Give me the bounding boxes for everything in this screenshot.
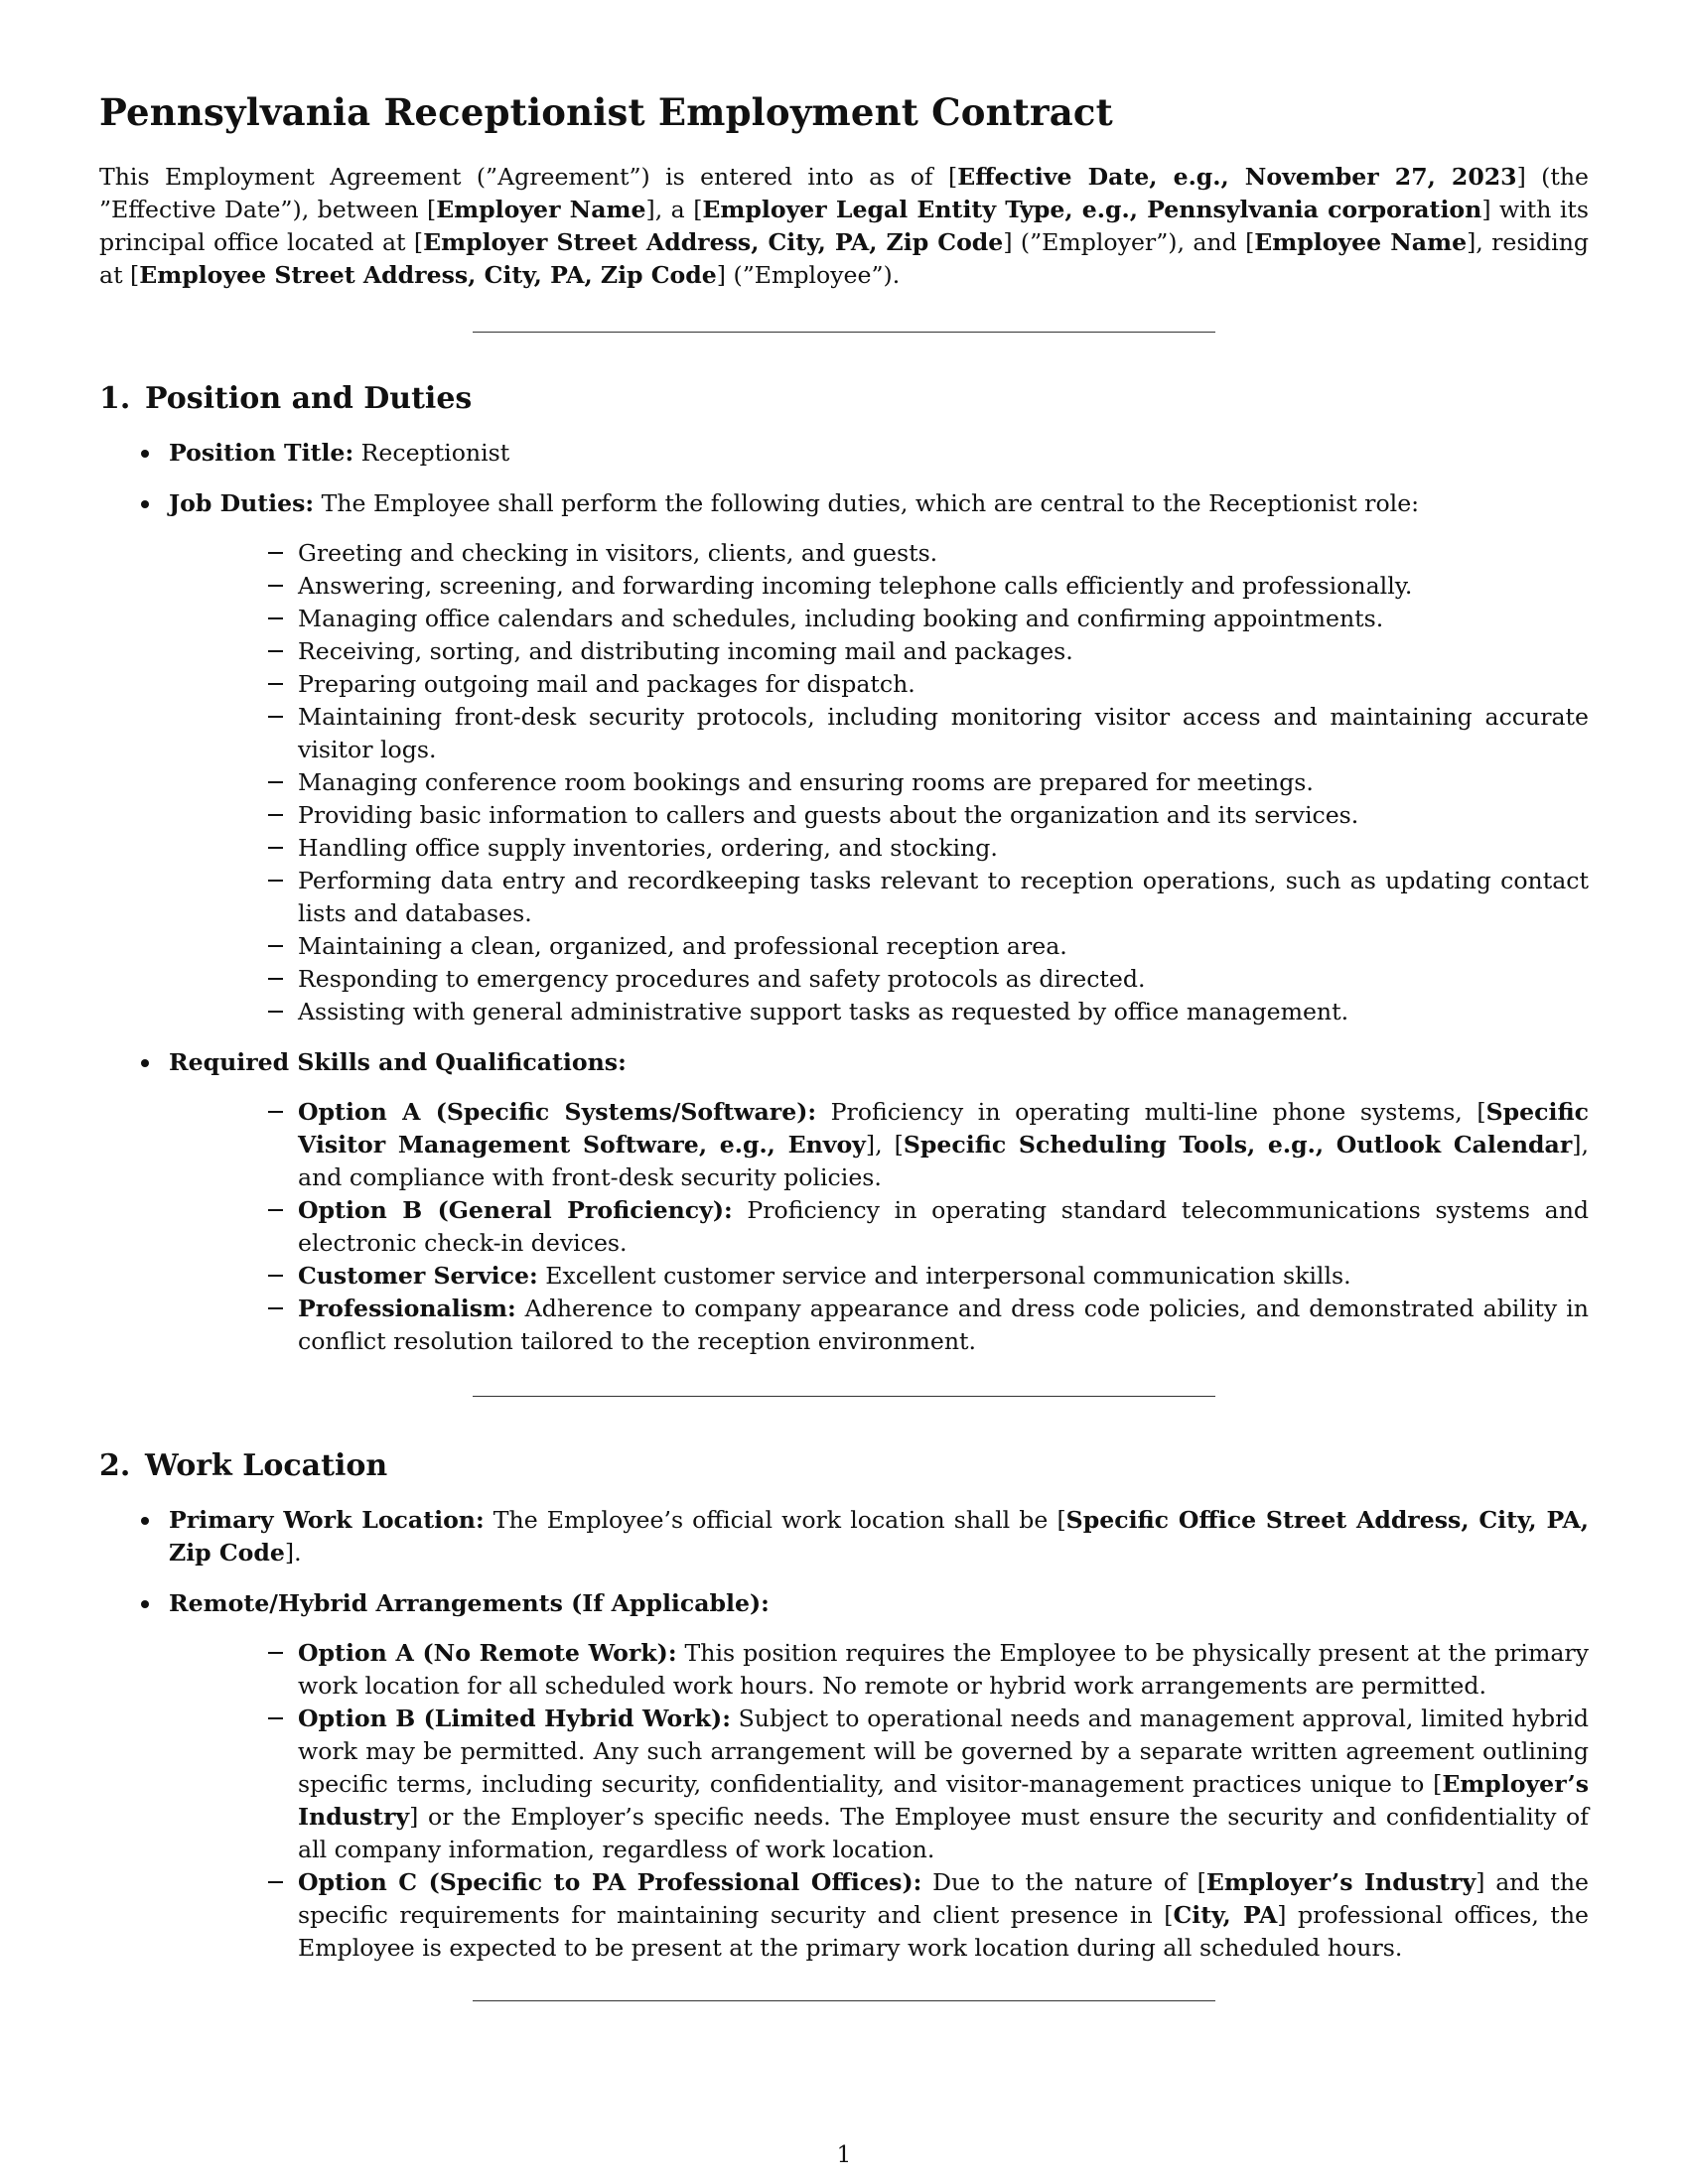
dash-icon <box>268 1881 283 1883</box>
duty-item <box>169 865 1589 930</box>
intro-text: ], a [ <box>645 196 703 223</box>
section-1-list <box>99 437 1589 1358</box>
duty-item <box>169 832 1589 865</box>
duty-text: Managing conference room bookings and ensuring rooms are prepared for meetings. <box>298 768 1314 796</box>
dash-icon <box>268 683 283 685</box>
item-text: Subject to operational needs and management approval, limited hybrid work may be permitted. Any such arrangement will be governed by a separate written agreement outlining specific terms, including security, confidentiality, and visitor-management practices unique to [ <box>298 1705 1589 1798</box>
item-text: This position requires the Employee to be physically present at the primary work location for all scheduled work hours. No remote or hybrid work arrangements are permitted. <box>298 1639 1589 1700</box>
duty-item <box>169 701 1589 766</box>
dash-icon <box>268 1275 283 1277</box>
duty-text: Managing office calendars and schedules, including booking and confirming appointments. <box>298 605 1384 632</box>
dash-icon <box>268 978 283 980</box>
bullet-icon <box>141 500 149 508</box>
document-title: Pennsylvania Receptionist Employment Contract <box>99 90 1113 134</box>
duty-item <box>169 766 1589 799</box>
dash-icon <box>268 1652 283 1654</box>
remote-sublist <box>169 1637 1589 1965</box>
duty-text: Assisting with general administrative support tasks as requested by office management. <box>298 998 1349 1025</box>
page-number: 1 <box>836 2142 852 2168</box>
duty-text: Receiving, sorting, and distributing incoming mail and packages. <box>298 637 1073 665</box>
list-item-remote-hybrid <box>99 1587 1589 1965</box>
dash-icon <box>268 847 283 849</box>
item-text: Excellent customer service and interpersonal communication skills. <box>537 1262 1351 1290</box>
bullet-icon <box>141 1600 149 1608</box>
intro-text: ] (”Employer”), and [ <box>1003 228 1255 256</box>
dash-icon <box>268 880 283 882</box>
placeholder-office-address: Specific Office Street Address, City, PA, Zip Code <box>169 1506 1589 1567</box>
item-label: Customer Service: <box>298 1262 538 1290</box>
section-title: Position and Duties <box>145 381 473 416</box>
item-text: Adherence to company appearance and dress code policies, and demonstrated ability in conflict resolution tailored to the reception environment. <box>298 1295 1589 1355</box>
dash-icon <box>268 716 283 718</box>
duty-item <box>169 635 1589 668</box>
intro-text: ], residing at [ <box>99 228 1589 289</box>
placeholder-employer-industry: Employer’s Industry <box>1205 1868 1477 1896</box>
skill-option-b <box>169 1194 1589 1260</box>
list-item-job-duties <box>99 487 1589 1028</box>
placeholder-visitor-software: Specific Visitor Management Software, e.g., Envoy <box>298 1098 1589 1159</box>
section-title: Work Location <box>145 1448 388 1483</box>
bullet-icon <box>141 1517 149 1525</box>
horizontal-rule <box>473 2000 1215 2001</box>
horizontal-rule <box>473 332 1215 333</box>
item-text: ] or the Employer’s specific needs. The Employee must ensure the security and confidentiality of all company information, regardless of work location. <box>298 1803 1589 1863</box>
duty-text: Responding to emergency procedures and safety protocols as directed. <box>298 965 1146 993</box>
placeholder-city: City, PA <box>1173 1901 1278 1929</box>
remote-option-c <box>169 1866 1589 1965</box>
intro-text: This Employment Agreement (”Agreement”) is entered into as of [ <box>99 163 958 191</box>
duty-item <box>169 603 1589 635</box>
item-text: ]. <box>284 1539 302 1567</box>
duty-text: Handling office supply inventories, ordering, and stocking. <box>298 834 998 862</box>
placeholder-effective-date: Effective Date, e.g., November 27, 2023 <box>957 163 1517 191</box>
item-label: Option A (No Remote Work): <box>298 1639 677 1667</box>
item-label: Professionalism: <box>298 1295 516 1322</box>
placeholder-employer-address: Employer Street Address, City, PA, Zip Code <box>423 228 1004 256</box>
dash-icon <box>268 650 283 652</box>
section-number: 1. <box>99 381 131 416</box>
remote-option-a <box>169 1637 1589 1703</box>
placeholder-entity-type: Employer Legal Entity Type, e.g., Pennsylvania corporation <box>702 196 1482 223</box>
intro-paragraph <box>99 161 1589 292</box>
duty-text: Maintaining front-desk security protocols, including monitoring visitor access and maintaining accurate visitor logs. <box>298 703 1589 763</box>
duty-text: Preparing outgoing mail and packages for dispatch. <box>298 670 915 698</box>
duty-item <box>169 570 1589 603</box>
dash-icon <box>268 552 283 554</box>
skill-customer-service <box>169 1260 1589 1293</box>
dash-icon <box>268 585 283 587</box>
item-text: The Employee’s official work location shall be [ <box>484 1506 1066 1534</box>
duty-text: Providing basic information to callers and guests about the organization and its services. <box>298 801 1359 829</box>
duty-item <box>169 668 1589 701</box>
placeholder-employee-name: Employee Name <box>1254 228 1468 256</box>
duty-text: Maintaining a clean, organized, and professional reception area. <box>298 932 1067 960</box>
duty-text: Answering, screening, and forwarding incoming telephone calls efficiently and professionally. <box>298 572 1413 600</box>
list-item-position-title <box>99 437 1589 470</box>
skill-professionalism <box>169 1293 1589 1358</box>
item-label: Option B (Limited Hybrid Work): <box>298 1705 731 1732</box>
duty-item <box>169 799 1589 832</box>
intro-text: ] with its principal office located at [ <box>99 196 1589 256</box>
placeholder-employee-address: Employee Street Address, City, PA, Zip Code <box>139 261 717 289</box>
duty-item <box>169 537 1589 570</box>
item-label: Remote/Hybrid Arrangements (If Applicable): <box>169 1589 770 1617</box>
list-item-skills <box>99 1046 1589 1358</box>
dash-icon <box>268 1111 283 1113</box>
dash-icon <box>268 781 283 783</box>
dash-icon <box>268 1717 283 1719</box>
section-2-heading <box>99 1446 387 1486</box>
item-text: ] and the specific requirements for maintaining security and client presence in [ <box>298 1868 1589 1929</box>
item-label: Job Duties: <box>169 489 315 517</box>
duty-text: Greeting and checking in visitors, clients, and guests. <box>298 539 938 567</box>
duty-text: Performing data entry and recordkeeping tasks relevant to reception operations, such as updating contact lists and databases. <box>298 867 1589 927</box>
item-text: Receptionist <box>353 439 510 467</box>
dash-icon <box>268 1209 283 1211</box>
item-text: ], [ <box>865 1131 904 1159</box>
intro-text: ] (”Employee”). <box>716 261 901 289</box>
duty-item <box>169 996 1589 1028</box>
remote-option-b <box>169 1703 1589 1866</box>
item-label: Required Skills and Qualifications: <box>169 1048 627 1076</box>
dash-icon <box>268 814 283 816</box>
section-number: 2. <box>99 1448 131 1483</box>
item-label: Position Title: <box>169 439 354 467</box>
item-text: ], and compliance with front-desk security policies. <box>298 1131 1589 1191</box>
item-label: Option C (Specific to PA Professional Offices): <box>298 1868 922 1896</box>
item-label: Primary Work Location: <box>169 1506 485 1534</box>
placeholder-employer-name: Employer Name <box>436 196 646 223</box>
dash-icon <box>268 617 283 619</box>
horizontal-rule <box>473 1396 1215 1397</box>
section-1-heading <box>99 379 472 419</box>
duty-item <box>169 963 1589 996</box>
skill-option-a <box>169 1096 1589 1194</box>
intro-text: ] (the ”Effective Date”), between [ <box>99 163 1590 223</box>
skills-sublist <box>169 1096 1589 1358</box>
item-text: The Employee shall perform the following duties, which are central to the Receptionist role: <box>314 489 1420 517</box>
item-label: Option B (General Proficiency): <box>298 1196 733 1224</box>
placeholder-employer-industry: Employer’s Industry <box>298 1770 1589 1831</box>
duty-item <box>169 930 1589 963</box>
item-text: Proficiency in operating multi-line phone systems, [ <box>816 1098 1486 1126</box>
item-label: Option A (Specific Systems/Software): <box>298 1098 817 1126</box>
item-text: Proficiency in operating standard telecommunications systems and electronic check-in devices. <box>298 1196 1589 1257</box>
placeholder-scheduling-tools: Specific Scheduling Tools, e.g., Outlook Calendar <box>903 1131 1573 1159</box>
bullet-icon <box>141 450 149 458</box>
section-2-list <box>99 1504 1589 1965</box>
list-item-primary-location <box>99 1504 1589 1570</box>
dash-icon <box>268 1011 283 1013</box>
dash-icon <box>268 945 283 947</box>
item-text: Due to the nature of [ <box>921 1868 1206 1896</box>
item-text: ] professional offices, the Employee is expected to be present at the primary work location during all scheduled hours. <box>298 1901 1589 1962</box>
duties-sublist <box>169 537 1589 1028</box>
bullet-icon <box>141 1059 149 1067</box>
dash-icon <box>268 1307 283 1309</box>
